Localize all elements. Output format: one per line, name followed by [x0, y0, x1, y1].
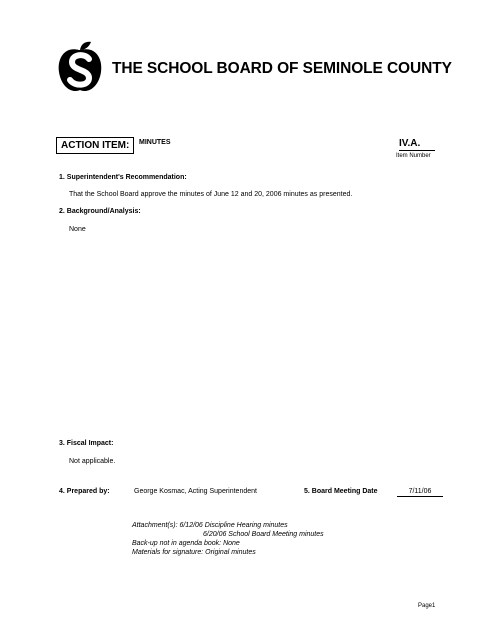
- fiscal-impact-heading: 3. Fiscal Impact:: [59, 440, 114, 447]
- fiscal-impact-text: Not applicable.: [69, 458, 116, 465]
- apple-s-logo-icon: [55, 40, 105, 96]
- board-meeting-date-value: 7/11/06: [397, 488, 443, 497]
- prepared-by-label: 4. Prepared by:: [59, 488, 110, 495]
- recommendation-heading: 1. Superintendent's Recommendation:: [59, 174, 187, 181]
- backup-note: Back-up not in agenda book: None: [132, 540, 240, 547]
- action-item-topic: MINUTES: [139, 139, 171, 146]
- prepared-by-value: George Kosmac, Acting Superintendent: [134, 488, 257, 495]
- background-text: None: [69, 226, 86, 233]
- board-meeting-date-label: 5. Board Meeting Date: [304, 488, 378, 495]
- attachments-line: 6/20/06 School Board Meeting minutes: [203, 531, 324, 538]
- action-item-label: ACTION ITEM:: [56, 137, 134, 154]
- item-number-caption: Item Number: [396, 153, 431, 159]
- attachments-line: Attachment(s): 6/12/06 Discipline Hearing minutes: [132, 522, 288, 529]
- item-number-value: IV.A.: [399, 138, 435, 151]
- recommendation-text: That the School Board approve the minutes of June 12 and 20, 2006 minutes as presented.: [69, 191, 353, 198]
- materials-for-signature: Materials for signature: Original minutes: [132, 549, 256, 556]
- page-number: Page1: [418, 603, 436, 609]
- page-title: THE SCHOOL BOARD OF SEMINOLE COUNTY: [112, 60, 452, 77]
- background-heading: 2. Background/Analysis:: [59, 208, 141, 215]
